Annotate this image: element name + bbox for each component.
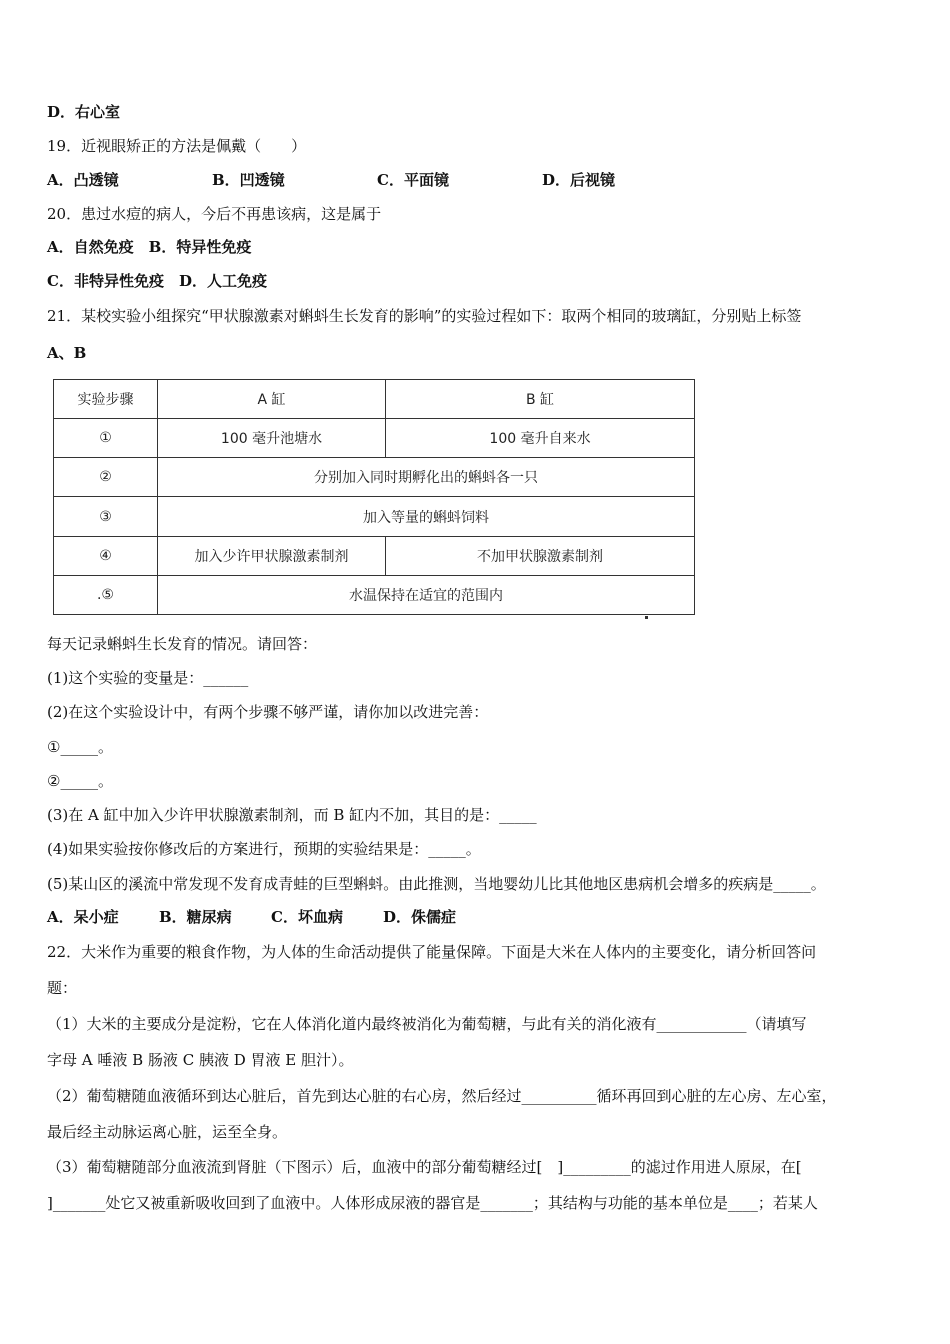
table-header-row [54,380,695,419]
table-cell-step: ④ [54,536,158,575]
scan-speck [645,616,648,619]
q22-part3-line2: ]_______处它又被重新吸收回到了血液中。人体形成尿液的器官是_______；其结构与功能的基本单位是____；若某人 [47,1194,818,1212]
q18-option-d: D．右心室 [47,103,121,121]
q20-options-line1: A．自然免疫 B．特异性免疫 [47,238,252,256]
q21-after-table: 每天记录蝌蚪生长发育的情况。请回答： [47,635,318,653]
q22-stem-cont: 题： [47,979,78,997]
table-row [54,497,695,536]
table-cell-a: 加入少许甲状腺激素制剂 [158,536,386,575]
table-cell-step: ③ [54,497,158,536]
q21-sub2: (2)在这个实验设计中，有两个步骤不够严谨，请你加以改进完善： [47,703,489,721]
table-cell-b: 100 毫升自来水 [386,419,695,458]
experiment-table [53,379,695,615]
table-row [54,419,695,458]
table-cell-merged: 分别加入同时期孵化出的蝌蚪各一只 [158,458,695,497]
q20-stem: 20．患过水痘的病人，今后不再患该病，这是属于 [47,205,382,223]
q19-stem: 19．近视眼矫正的方法是佩戴（ ） [47,137,307,155]
table-cell-step: .⑤ [54,575,158,614]
q22-part2-line2: 最后经主动脉运离心脏，运至全身。 [47,1123,288,1141]
q21-sub2a: ①_____。 [47,738,113,756]
q21-sub2b: ②_____。 [47,772,113,790]
q21-option-c: C．坏血病 [271,908,343,926]
q21-sub4: (4)如果实验按你修改后的方案进行，预期的实验结果是：_____。 [47,840,481,858]
table-cell-merged: 加入等量的蝌蚪饲料 [158,497,695,536]
table-row [54,536,695,575]
table-row [54,575,695,614]
q20-options-line2: C．非特异性免疫 D．人工免疫 [47,272,267,290]
table-header-b: B 缸 [386,380,695,419]
q21-sub3: (3)在 A 缸中加入少许甲状腺激素制剂，而 B 缸内不加，其目的是：_____ [47,806,537,824]
table-row [54,458,695,497]
table-cell-a: 100 毫升池塘水 [158,419,386,458]
q19-option-a: A．凸透镜 [47,171,119,189]
q19-option-d: D．后视镜 [542,171,616,189]
q21-sub5: (5)某山区的溪流中常发现不发育成青蛙的巨型蝌蚪。由此推测，当地婴幼儿比其他地区患病机会增多的疾病是_____。 [47,875,826,893]
table-cell-step: ① [54,419,158,458]
table-cell-step: ② [54,458,158,497]
q19-option-b: B．凹透镜 [212,171,285,189]
table-cell-b: 不加甲状腺激素制剂 [386,536,695,575]
q21-option-b: B．糖尿病 [159,908,232,926]
q22-part3-line1: （3）葡萄糖随部分血液流到肾脏（下图示）后，血液中的部分葡萄糖经过[ ]_________的滤过作用进人原尿，在[ [47,1158,802,1176]
table-cell-merged: 水温保持在适宜的范围内 [158,575,695,614]
q21-option-a: A．呆小症 [47,908,119,926]
q22-stem: 22．大米作为重要的粮食作物，为人体的生命活动提供了能量保障。下面是大米在人体内的主要变化，请分析回答问 [47,943,817,961]
q21-stem: 21．某校实验小组探究“甲状腺激素对蝌蚪生长发育的影响”的实验过程如下：取两个相同的玻璃缸，分别贴上标签 [47,307,802,325]
table-header-step: 实验步骤 [54,380,158,419]
table-header-a: A 缸 [158,380,386,419]
q21-sub1: (1)这个实验的变量是：______ [47,669,249,687]
q21-stem-cont: A、B [47,344,87,362]
q22-part1-line2: 字母 A 唾液 B 肠液 C 胰液 D 胃液 E 胆汁）。 [47,1051,354,1069]
q21-option-d: D．侏儒症 [383,908,457,926]
q22-part1-line1: （1）大米的主要成分是淀粉，它在人体消化道内最终被消化为葡萄糖，与此有关的消化液有____________（请填写 [47,1015,807,1033]
q22-part2-line1: （2）葡萄糖随血液循环到达心脏后，首先到达心脏的右心房，然后经过__________循环再回到心脏的左心房、左心室， [47,1087,837,1105]
q19-option-c: C．平面镜 [377,171,449,189]
